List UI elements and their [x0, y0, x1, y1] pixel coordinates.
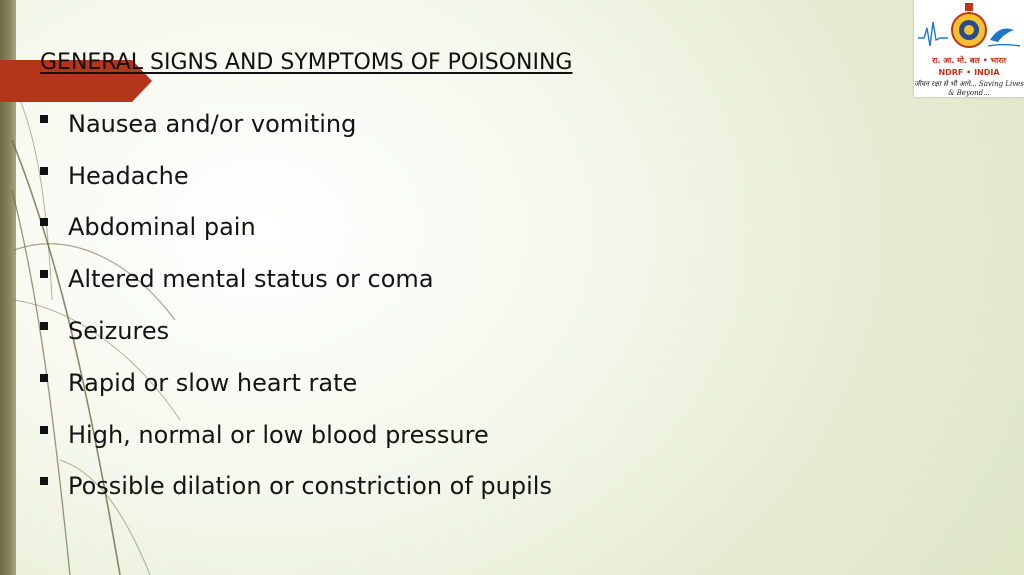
bullet-text: Abdominal pain [68, 213, 256, 242]
bullet-text: Altered mental status or coma [68, 265, 434, 294]
bullet-text: Rapid or slow heart rate [68, 368, 358, 397]
logo-ndrf-text: NDRF • INDIA [938, 68, 1000, 77]
bullet-icon [40, 115, 48, 123]
list-item [40, 461, 552, 513]
bullet-text: Headache [68, 161, 189, 190]
list-item [40, 357, 552, 409]
bullet-icon [40, 167, 48, 175]
bullet-text: Nausea and/or vomiting [68, 109, 357, 138]
list-item [40, 409, 552, 461]
ndrf-logo [914, 0, 1024, 97]
bullet-icon [40, 270, 48, 278]
list-item [40, 150, 552, 202]
bullet-icon [40, 426, 48, 434]
bullet-icon [40, 322, 48, 330]
list-item [40, 305, 552, 357]
list-item [40, 253, 552, 305]
logo-motto-text: जीवन रक्षा से भी आगे... Saving Lives & Beyond... [914, 80, 1024, 97]
bullet-icon [40, 477, 48, 485]
bullet-icon [40, 374, 48, 382]
bullet-list [40, 98, 552, 512]
list-item [40, 98, 552, 150]
emblem-icon [914, 0, 1024, 56]
bullet-text: Seizures [68, 317, 170, 346]
bullet-text: Possible dilation or constriction of pupils [68, 472, 552, 501]
logo-hindi-text: रा. आ. मो. बल • भारत [931, 56, 1007, 65]
list-item [40, 202, 552, 254]
bullet-text: High, normal or low blood pressure [68, 420, 489, 449]
slide-title: GENERAL SIGNS AND SYMPTOMS OF POISONING [40, 50, 573, 75]
bullet-icon [40, 218, 48, 226]
